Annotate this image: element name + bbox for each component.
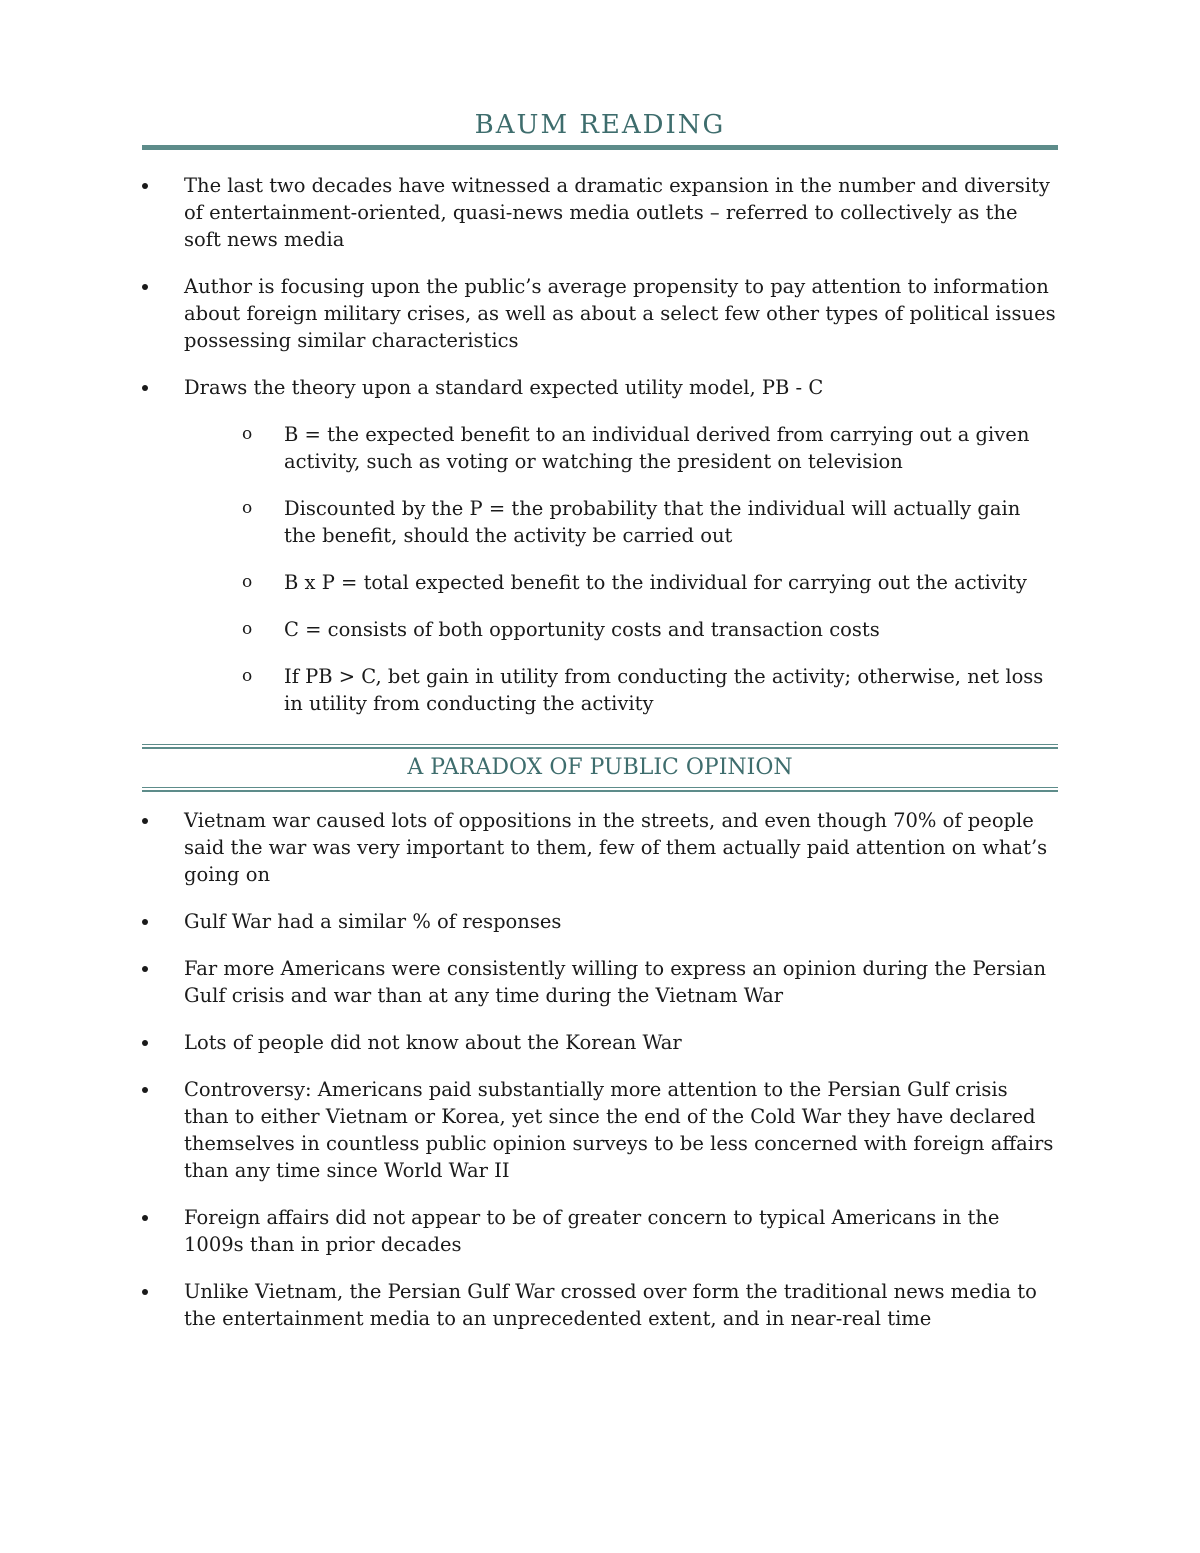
sub-list-item: [242, 569, 1058, 596]
sub-list-item-text: B x P = total expected benefit to the individual for carrying out the activity: [284, 571, 1027, 594]
bullet-list-2: [142, 807, 1058, 1332]
title-underline: [142, 145, 1058, 150]
section-paradox: [142, 807, 1058, 1352]
list-item-text: Unlike Vietnam, the Persian Gulf War crossed over form the traditional news media to the entertainment media to an unprecedented extent, and in near-real time: [184, 1280, 1037, 1330]
list-item: [142, 1278, 1058, 1332]
section-heading: A PARADOX OF PUBLIC OPINION: [407, 755, 793, 780]
list-item-text: Lots of people did not know about the Korean War: [184, 1031, 682, 1054]
list-item-text: The last two decades have witnessed a dramatic expansion in the number and diversity of entertainment-oriented, quasi-news media outlets – referred to collectively as the soft news media: [184, 174, 1050, 251]
sub-list-item: [242, 663, 1058, 717]
sub-list-item-text: If PB > C, bet gain in utility from conducting the activity; otherwise, net loss in utility from conducting the activity: [284, 665, 1044, 715]
hollow-bullet-icon: o: [242, 498, 253, 518]
bullet-list-1: [142, 172, 1058, 717]
list-item: [142, 1029, 1058, 1056]
list-item: [142, 1076, 1058, 1184]
list-item: [142, 273, 1058, 354]
list-item-text: Draws the theory upon a standard expected utility model, PB - C: [184, 376, 824, 399]
bullet-icon: [142, 1215, 148, 1221]
list-item-text: Far more Americans were consistently willing to express an opinion during the Persian Gulf crisis and war than at any time during the Vietnam War: [184, 957, 1046, 1007]
bullet-icon: [142, 818, 148, 824]
sub-list-item-text: B = the expected benefit to an individual derived from carrying out a given activity, such as voting or watching the president on television: [284, 423, 1030, 473]
bullet-icon: [142, 385, 148, 391]
list-item: [142, 807, 1058, 888]
list-item-text: Controversy: Americans paid substantially more attention to the Persian Gulf crisis than to either Vietnam or Korea, yet since the end of the Cold War they have declared themselves in countless public opinion surveys to be less concerned with foreign affairs than any time since World War II: [184, 1078, 1054, 1182]
hollow-bullet-icon: o: [242, 424, 253, 444]
list-item: [142, 1204, 1058, 1258]
heading-bottom-rule: [142, 787, 1058, 792]
sub-list-item: [242, 495, 1058, 549]
list-item-text: Vietnam war caused lots of oppositions in the streets, and even though 70% of people said the war was very important to them, few of them actually paid attention on what’s going on: [184, 809, 1048, 886]
section-baum-reading: [142, 172, 1058, 737]
hollow-bullet-icon: o: [242, 619, 253, 639]
bullet-icon: [142, 1289, 148, 1295]
sub-bullet-list: [184, 421, 1058, 717]
bullet-icon: [142, 1040, 148, 1046]
hollow-bullet-icon: o: [242, 666, 253, 686]
sub-list-item-text: C = consists of both opportunity costs and transaction costs: [284, 618, 880, 641]
document-title: BAUM READING: [474, 110, 726, 140]
bullet-icon: [142, 1087, 148, 1093]
heading-top-rule: [142, 744, 1058, 749]
list-item-text: Author is focusing upon the public’s average propensity to pay attention to information about foreign military crises, as well as about a select few other types of political issues possessing similar characteristics: [184, 275, 1056, 352]
list-item: [142, 908, 1058, 935]
bullet-icon: [142, 284, 148, 290]
sub-list-item: [242, 616, 1058, 643]
list-item-text: Foreign affairs did not appear to be of greater concern to typical Americans in the 1009s than in prior decades: [184, 1206, 1000, 1256]
list-item: [142, 374, 1058, 717]
bullet-icon: [142, 919, 148, 925]
list-item: [142, 172, 1058, 253]
bullet-icon: [142, 183, 148, 189]
sub-list-item-text: Discounted by the P = the probability that the individual will actually gain the benefit, should the activity be carried out: [284, 497, 1021, 547]
sub-list-item: [242, 421, 1058, 475]
hollow-bullet-icon: o: [242, 572, 253, 592]
list-item: [142, 955, 1058, 1009]
section-heading-block: [142, 744, 1058, 792]
bullet-icon: [142, 966, 148, 972]
list-item-text: Gulf War had a similar % of responses: [184, 910, 562, 933]
